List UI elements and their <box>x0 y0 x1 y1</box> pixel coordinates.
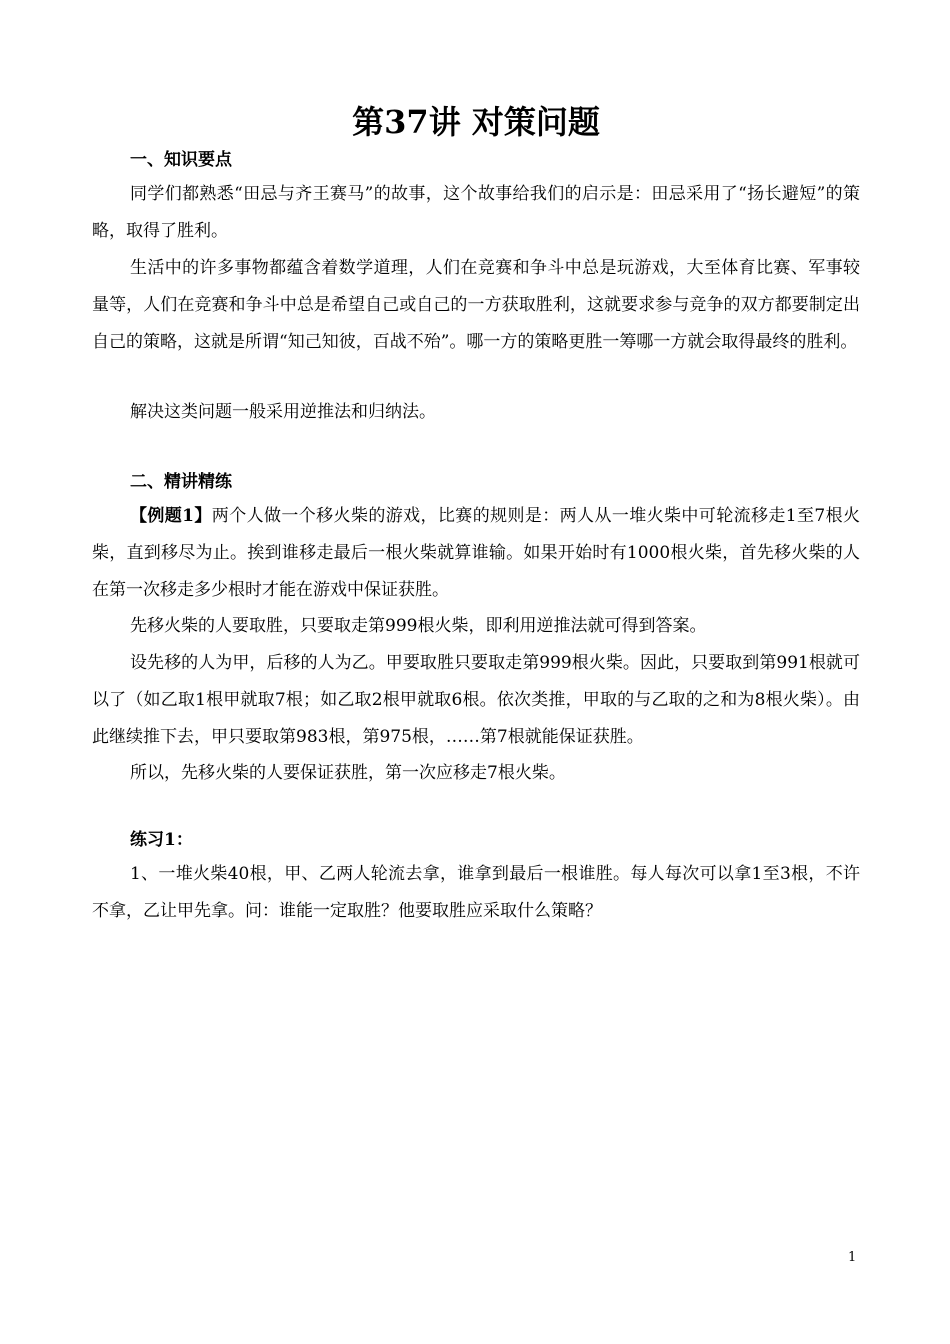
paragraph-conclusion: 所以，先移火柴的人要保证获胜，第一次应移走7根火柴。 <box>130 763 566 783</box>
paragraph-solution-hint: 先移火柴的人要取胜，只要取走第999根火柴，即利用逆推法就可得到答案。 <box>130 616 707 636</box>
page-number: 1 <box>848 1250 857 1265</box>
page-title: 第37讲 对策问题 <box>352 103 600 141</box>
section-heading-knowledge: 一、知识要点 <box>130 150 232 170</box>
example-1-label: 【例题1】 <box>130 506 212 526</box>
paragraph-method: 解决这类问题一般采用逆推法和归纳法。 <box>130 402 436 422</box>
section-heading-practice-drill: 二、精讲精练 <box>130 472 232 492</box>
example-1-paragraph <box>92 498 860 609</box>
example-1-text: 两个人做一个移火柴的游戏，比赛的规则是：两人从一堆火柴中可轮流移走1至7根火柴，直到移尽为止。挨到谁移走最后一根火柴就算谁输。如果开始时有1000根火柴，首先移火柴的人在第一次移走多少根时才能在游戏中保证获胜。 <box>92 506 860 600</box>
paragraph-strategy-explanation: 生活中的许多事物都蕴含着数学道理，人们在竞赛和争斗中总是玩游戏，大至体育比赛、军事较量等，人们在竞赛和争斗中总是希望自己或自己的一方获取胜利，这就要求参与竞争的双方都要制定出自己的策略，这就是所谓“知己知彼，百战不殆”。哪一方的策略更胜一筹哪一方就会取得最终的胜利。 <box>92 258 860 352</box>
paragraph-solution-detail: 设先移的人为甲，后移的人为乙。甲要取胜只要取走第999根火柴。因此，只要取到第991根就可以了（如乙取1根甲就取7根；如乙取2根甲就取6根。依次类推，甲取的与乙取的之和为8根火柴）。由此继续推下去，甲只要取第983根，第975根，……第7根就能保证获胜。 <box>92 653 860 747</box>
practice-heading: 练习1： <box>130 830 193 850</box>
paragraph-intro-story: 同学们都熟悉“田忌与齐王赛马”的故事，这个故事给我们的启示是：田忌采用了“扬长避短”的策略，取得了胜利。 <box>92 184 860 241</box>
practice-question-1: 1、一堆火柴40根，甲、乙两人轮流去拿，谁拿到最后一根谁胜。每人每次可以拿1至3根，不许不拿，乙让甲先拿。问：谁能一定取胜？他要取胜应采取什么策略？ <box>92 864 860 921</box>
